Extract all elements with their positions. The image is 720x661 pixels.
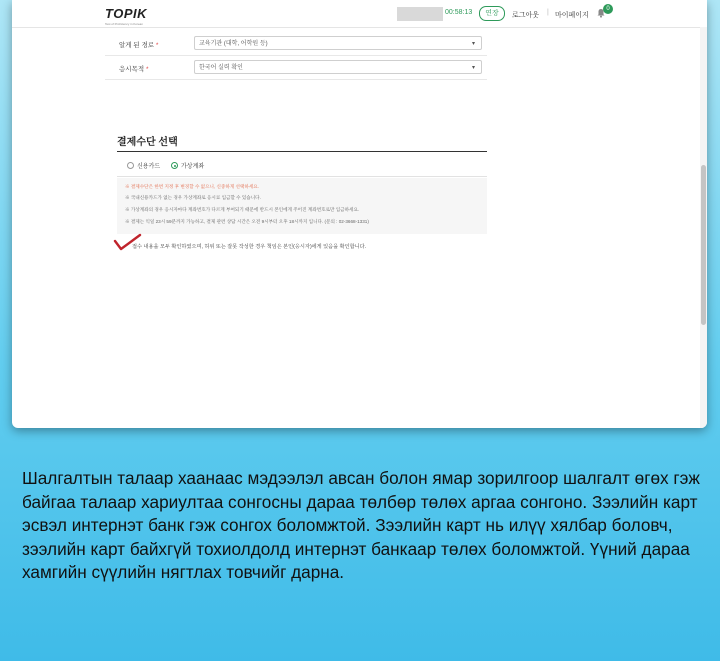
screenshot-window [12, 0, 707, 428]
source-select[interactable] [194, 36, 482, 50]
top-bar [12, 0, 707, 28]
logo-text: TOPIK [105, 6, 147, 21]
extend-session-button[interactable]: 연장 [479, 6, 505, 21]
mypage-link[interactable]: 마이페이지 [555, 12, 589, 19]
agreement-text: 접수 내용을 모두 확인하였으며, 허위 또는 잘못 작성한 경우 책임은 본인(응시자)에게 있음을 확인합니다. [132, 244, 367, 250]
radio-circle-icon [127, 162, 134, 169]
session-timer: 00:58:13 [445, 9, 473, 16]
select-value: 교육기관 (대학, 어학원 등) [199, 41, 268, 47]
nav-separator: | [547, 9, 549, 16]
select-value: 한국어 실력 확인 [199, 65, 243, 71]
field-label: 응시목적 * [119, 66, 149, 73]
notice-line: ※ 결제는 익일 23시 59분까지 가능하고, 결제 관련 상담 시간은 오전 9시부터 오후 18시까지 입니다. (문의 : 02-3668-1331) [125, 219, 369, 224]
radio-credit-card[interactable]: 신용카드 [127, 161, 160, 170]
notice-line: ※ 가상계좌의 경우 응시자마다 계좌번호가 다르게 부여되기 때문에 반드시 본인에게 주어진 계좌번호로만 입금하세요. [125, 207, 360, 212]
caption-text: Шалгалтын талаар хаанаас мэдээлэл авсан болон ямар зорилгоор шалгалт өгөх гэж байгаа талаар хариултаа сонгосны дараа төлбөр төлөх аргаа сонгоно. Зээлийн карт эсвэл интернэт банк гэж сонгох боломжтой. Зээлийн карт нь илүү хялбар боловч, зээлийн карт байхгүй тохиолдолд интернэт банкаар төлөх боломжтой. Үүний дараа хамгийн сүүлийн нягтлах товчийг дарна. [22, 468, 700, 582]
logo-subtitle: Test of Proficiency in Korean [105, 22, 144, 26]
notification-badge: 0 [603, 4, 613, 14]
notice-line: ※ 국내신용카드가 없는 경우 가상계좌로 응시료 입금할 수 있습니다. [125, 195, 261, 200]
form-row-source [105, 33, 487, 56]
payment-section-title: 결제수단 선택 [117, 137, 178, 148]
radio-checked-icon [171, 162, 178, 169]
field-label: 알게 된 경로 * [119, 42, 159, 49]
form-row-purpose [105, 57, 487, 80]
scrollbar-thumb[interactable] [701, 165, 706, 325]
topik-logo[interactable] [105, 5, 147, 26]
radio-virtual-account[interactable]: 가상계좌 [171, 161, 204, 170]
logout-link[interactable]: 로그아웃 [512, 12, 540, 19]
notice-line: ※ 결제수단은 한번 지정 후 변경할 수 없으니, 신중하게 선택하세요. [125, 184, 260, 189]
payment-notice-box [117, 178, 487, 234]
chevron-down-icon: ▾ [471, 65, 475, 71]
redacted-user-name [397, 7, 443, 21]
payment-options [117, 152, 487, 177]
purpose-select[interactable] [194, 60, 482, 74]
chevron-down-icon: ▾ [471, 41, 475, 47]
